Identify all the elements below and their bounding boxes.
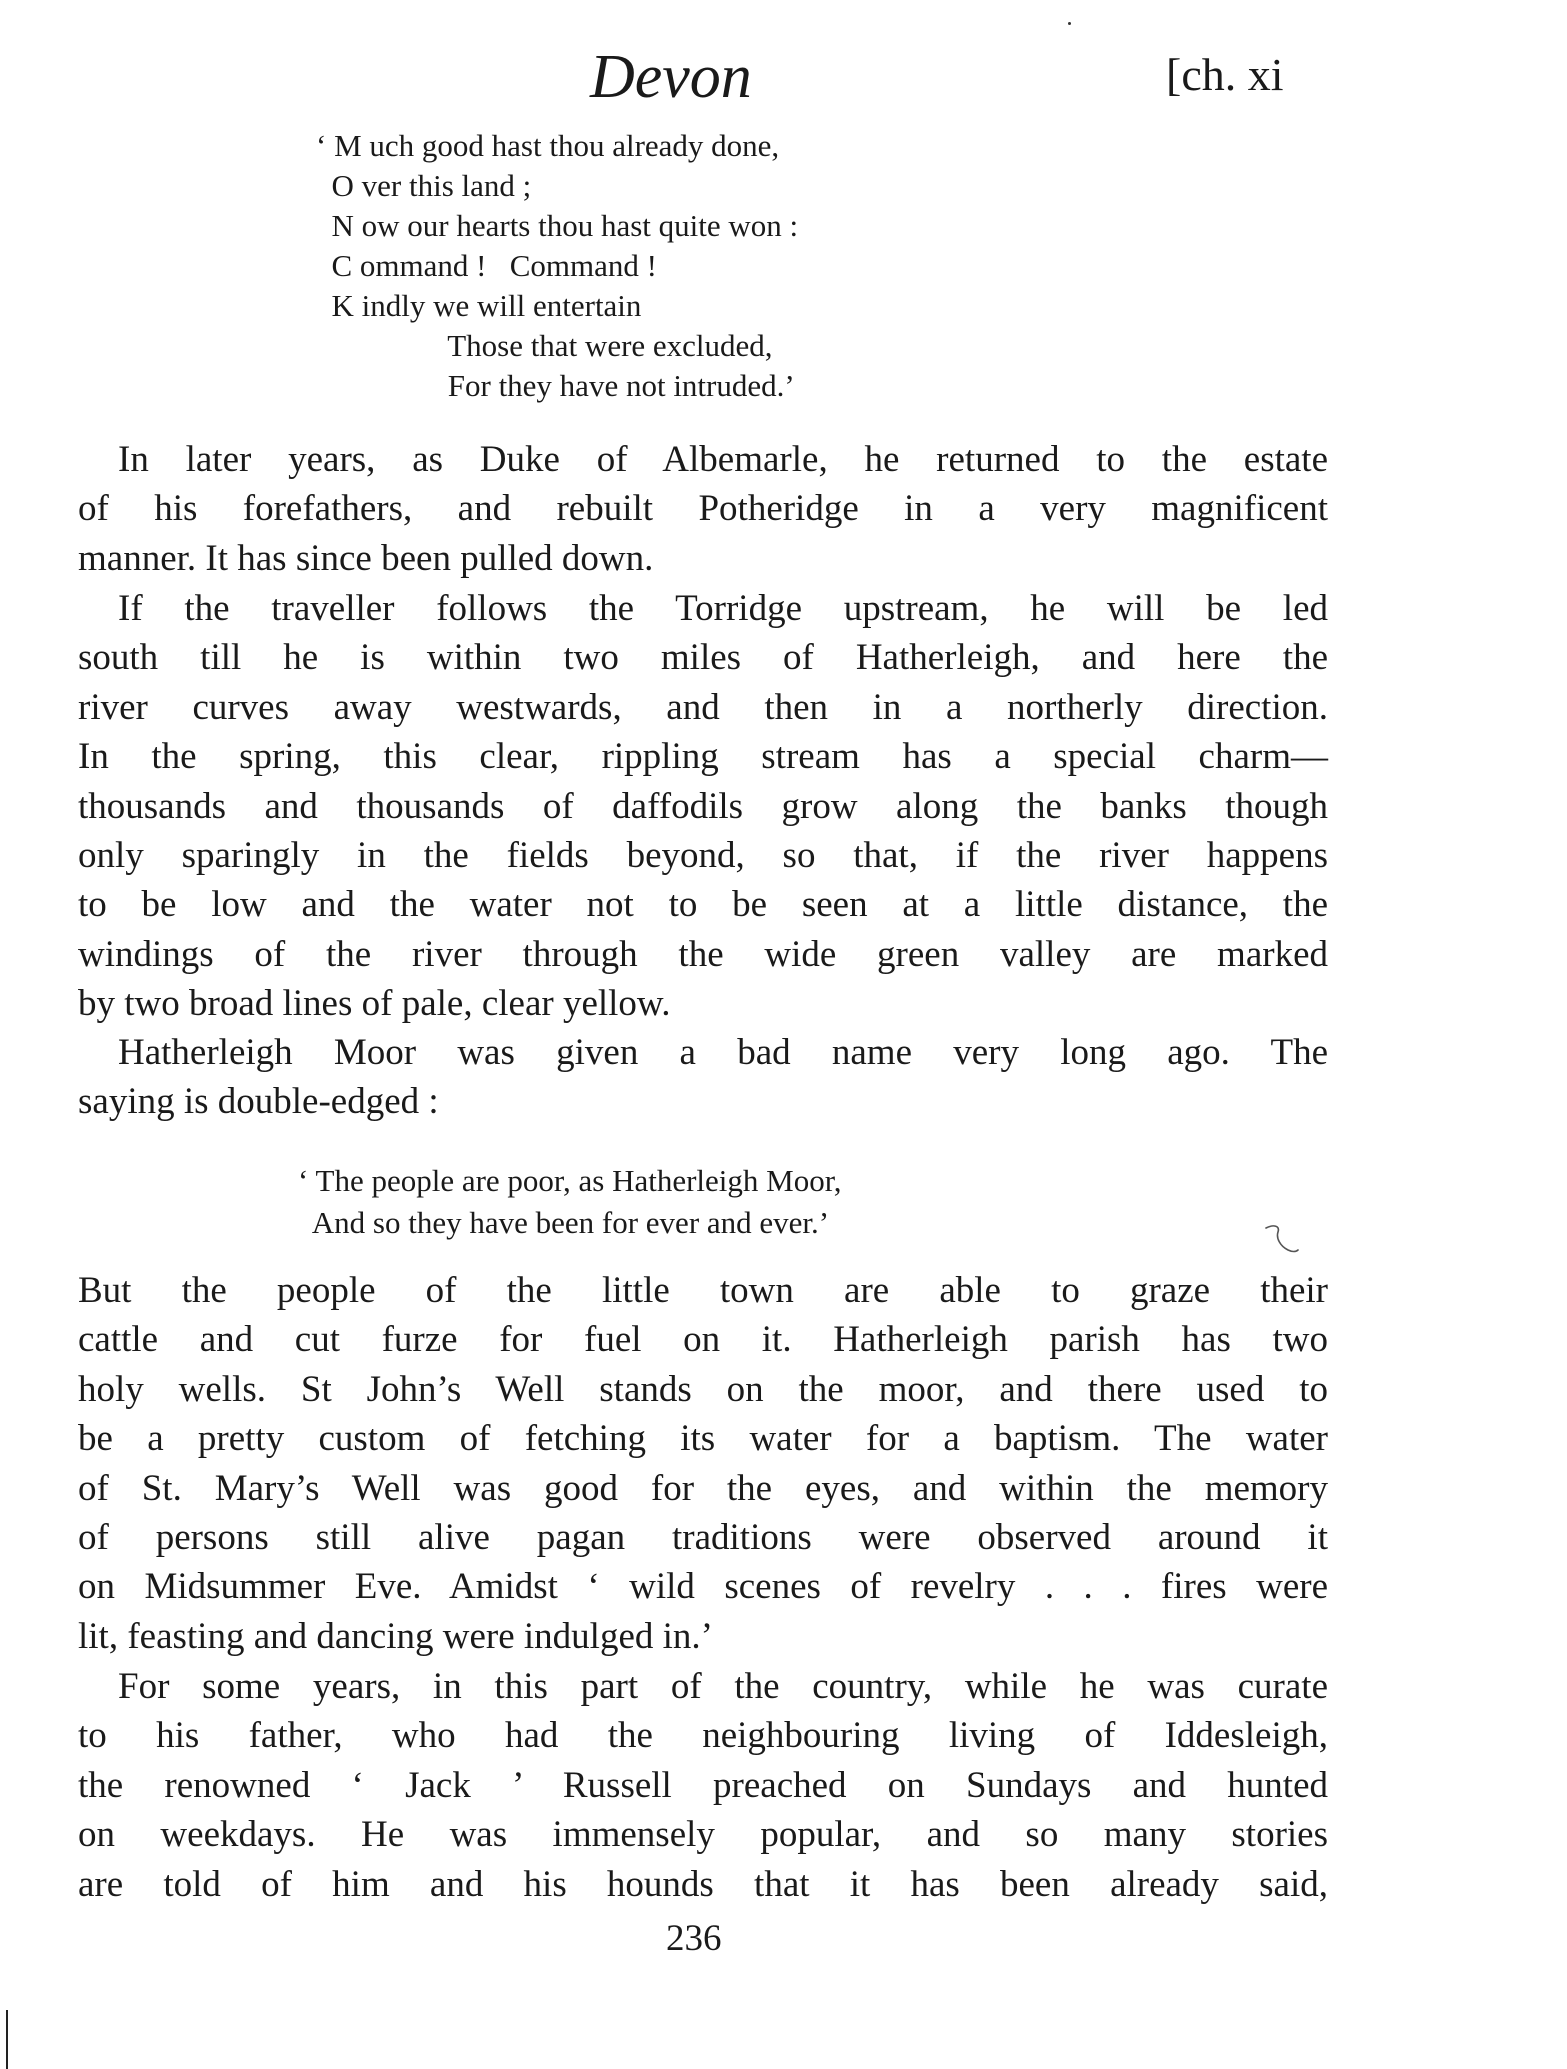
paragraph-jack-russell <box>78 1662 1328 1909</box>
pencil-mark-icon <box>1262 1222 1302 1258</box>
poem-line: C ommand ! Command ! <box>316 248 657 283</box>
paragraph-torridge <box>78 584 1328 1029</box>
text-line: to be low and the water not to be seen at a little distance, the <box>78 884 1328 926</box>
text-line: If the traveller follows the Torridge upstream, he will be led <box>118 588 1328 629</box>
paragraph-albemarle <box>78 435 1328 583</box>
text-line: For some years, in this part of the country, while he was curate <box>118 1666 1328 1707</box>
poem-line: K indly we will entertain <box>316 288 642 323</box>
saying-line: ‘ The people are poor, as Hatherleigh Moor, <box>298 1163 842 1198</box>
text-line: cattle and cut furze for fuel on it. Hatherleigh parish has two <box>78 1319 1328 1361</box>
page-number: 236 <box>666 1918 722 1959</box>
scan-edge-rule <box>6 2010 8 2069</box>
text-line: be a pretty custom of fetching its water for a baptism. The water <box>78 1418 1328 1460</box>
text-line: thousands and thousands of daffodils grow along the banks though <box>78 785 1328 827</box>
saying-line: And so they have been for ever and ever.’ <box>298 1205 830 1240</box>
text-line: of St. Mary’s Well was good for the eyes, and within the memory <box>78 1467 1328 1509</box>
text-line: In later years, as Duke of Albemarle, he returned to the estate <box>118 439 1328 480</box>
text-line: river curves away westwards, and then in a northerly direction. <box>78 686 1328 728</box>
text-line: Hatherleigh Moor was given a bad name very long ago. The <box>118 1032 1328 1073</box>
text-line: of his forefathers, and rebuilt Potheridge in a very magnificent <box>78 488 1328 530</box>
text-line: on Midsummer Eve. Amidst ‘ wild scenes of revelry . . . fires were <box>78 1566 1328 1608</box>
text-line: on weekdays. He was immensely popular, and so many stories <box>78 1814 1328 1856</box>
poem-line: O ver this land ; <box>316 168 532 203</box>
poem-line: N ow our hearts thou hast quite won : <box>316 208 799 243</box>
text-line: But the people of the little town are able to graze their <box>78 1270 1328 1311</box>
text-line: to his father, who had the neighbouring living of Iddesleigh, <box>78 1715 1328 1757</box>
poem-line: ‘ M uch good hast thou already done, <box>316 128 780 163</box>
ink-dot <box>1068 22 1071 25</box>
text-line: of persons still alive pagan traditions were observed around it <box>78 1516 1328 1558</box>
paragraph-holy-wells <box>78 1266 1328 1661</box>
saying-quote <box>298 1160 842 1244</box>
text-line: south till he is within two miles of Hatherleigh, and here the <box>78 637 1328 679</box>
poem-line: Those that were excluded, <box>316 328 773 363</box>
text-line: saying is double-edged : <box>78 1081 439 1123</box>
text-line: In the spring, this clear, rippling stream has a special charm— <box>78 736 1328 778</box>
acrostic-poem <box>316 126 798 406</box>
text-line: the renowned ‘ Jack ’ Russell preached on Sundays and hunted <box>78 1764 1328 1806</box>
poem-line: For they have not intruded.’ <box>316 368 795 403</box>
text-line: by two broad lines of pale, clear yellow. <box>78 983 671 1025</box>
text-line: are told of him and his hounds that it has been already said, <box>78 1863 1328 1905</box>
text-line: lit, feasting and dancing were indulged in.’ <box>78 1615 713 1657</box>
running-title: Devon <box>590 43 752 111</box>
paragraph-hatherleigh-moor <box>78 1028 1328 1127</box>
text-line: holy wells. St John’s Well stands on the moor, and there used to <box>78 1368 1328 1410</box>
text-line: manner. It has since been pulled down. <box>78 537 654 579</box>
text-line: windings of the river through the wide green valley are marked <box>78 933 1328 975</box>
text-line: only sparingly in the fields beyond, so that, if the river happens <box>78 834 1328 876</box>
chapter-label: [ch. xi <box>1166 49 1284 100</box>
